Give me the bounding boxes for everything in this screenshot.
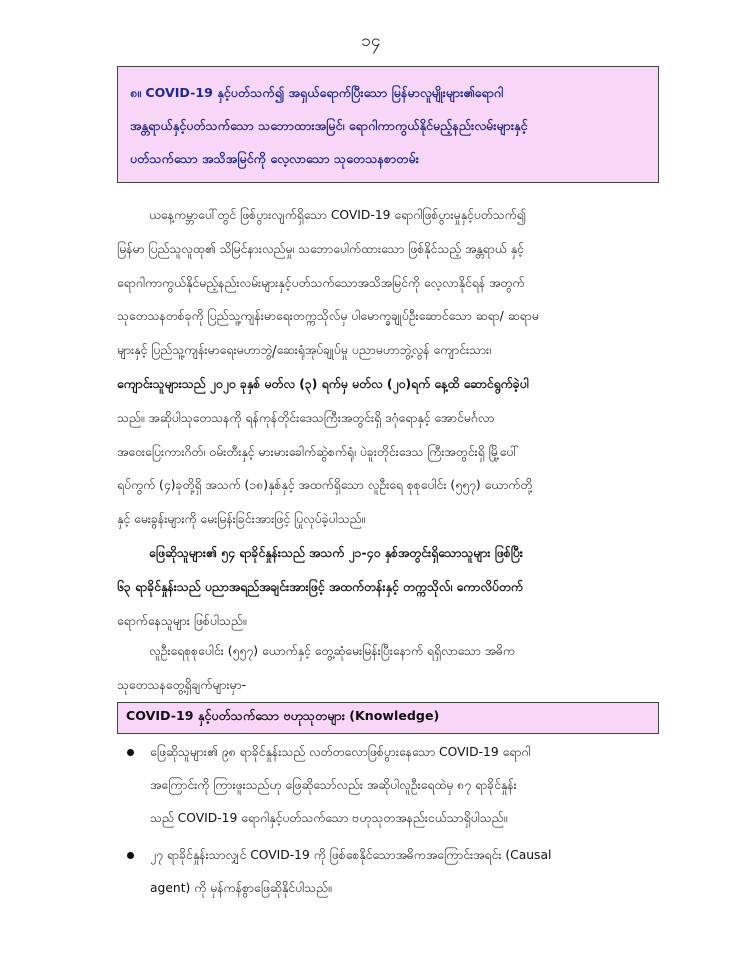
paragraph-line: ဖြေဆိုသူများ၏ ၅၄ ရာခိုင်နှုန်းသည် အသက် ၂၁-၄၀ နှစ်အတွင်းရှိသောသူများ ဖြစ်ပြီး (149, 546, 523, 560)
title-line: ပတ်သက်သော အသိအမြင်ကို လေ့လာသော သုတေသနစာတမ်း (130, 151, 419, 166)
paragraph-line: မြန်မာ ပြည်သူလူထု၏ သိမြင်နားလည်မှု၊ သဘောပေါက်ထားသော ဖြစ်နိုင်သည့် အန္တရာယ် နှင့် (117, 241, 524, 256)
section-heading-knowledge: COVID-19 နှင့်ပတ်သက်သော ဗဟုသုတများ (Knowledge) (117, 702, 659, 734)
bullet-line: ဖြေဆိုသူများ၏ ၉၈ ရာခိုင်နှုန်းသည် လတ်တလောဖြစ်ပွားနေသော COVID-19 ရောဂါ (150, 745, 531, 759)
title-line: အန္တရာယ်နှင့်ပတ်သက်သော သဘောထားအမြင်၊ ရောဂါကာကွယ်နိုင်မည့်နည်းလမ်းများနှင့် (130, 118, 528, 133)
paragraph-line: ရောက်နေသူများ ဖြစ်ပါသည်။ (117, 613, 247, 628)
title-line: ၈။ COVID-19 နှင့်ပတ်သက်၍ အရှယ်ရောက်ပြီးသော မြန်မာလူမျိုးများ၏ရောဂါ (130, 85, 504, 100)
bullet-icon (127, 852, 134, 859)
paragraph-line: ကျောင်းသူများသည် ၂၀၂၀ ခုနှစ် မတ်လ (၃) ရက်မှ မတ်လ (၂၀)ရက် နေ့ထိ ဆောင်ရွက်ခဲ့ပါ (117, 376, 529, 391)
bullet-item (117, 839, 659, 905)
paragraph-line: သုတေသနတွေ့ရှိချက်များမှာ- (117, 677, 247, 692)
bullet-item (117, 736, 659, 835)
bullet-line: အကြောင်းကို ကြားဖူးသည်ဟု ဖြေဆိုသော်လည်း အဆိုပါလူဦးရေထဲမှ ၈၇ ရာခိုင်နှုန်း (150, 778, 517, 792)
paragraph-line: ရောဂါကာကွယ်နိုင်မည့်နည်းလမ်းများနှင့်ပတ်သက်သောအသိအမြင်ကို လေ့လာနိုင်ရန် အတွက် (117, 275, 525, 290)
page-number: ၁၄ (361, 31, 381, 51)
bullet-icon (127, 749, 134, 756)
paragraph-line: သည်။ အဆိုပါသုတေသနကို ရန်ကုန်တိုင်းဒေသကြီးအတွင်းရှိ ဒဂုံရောနှင့် အောင်မင်္ဂလာ (117, 410, 495, 425)
paragraph-findings-intro (117, 635, 657, 703)
bullet-line: ၂၇ ရာခိုင်နှုန်းသာလျှင် COVID-19 ကို ဖြစ်စေနိုင်သောအဓိကအကြောင်းအရင်း (Causal (150, 848, 552, 862)
paragraph-line: လူဦးရေစုစုပေါင်း (၅၅၇) ယောက်နှင့် တွေ့ဆုံမေးမြန်းပြီးနောက် ရရှိလာသော အဓိက (149, 644, 515, 658)
paragraph-line: ရပ်ကွက် (၄)ခုတို့ရှိ အသက် (၁၈)နှစ်နှင့် အထက်ရှိသော လူဦးရေ စုစုပေါင်း (၅၅၇) ယောက်တို့ (117, 478, 533, 493)
bullet-line: သည် COVID-19 ရောဂါနှင့်ပတ်သက်သော ဗဟုသုတအနည်းငယ်သာရှိပါသည်။ (150, 811, 508, 825)
bullet-line: agent) ကို မှန်ကန်စွာဖြေဆိုနိုင်ပါသည်။ (150, 881, 332, 895)
paragraph-demographics (117, 537, 657, 638)
paragraph-line: သုတေသနတစ်ခုကို ပြည်သူ့ကျန်းမာရေးတက္ကသိုလ်မှ ပါမောက္ခချုပ်ဦးဆောင်သော ဆရာ/ ဆရာမ (117, 309, 539, 324)
paragraph-intro (117, 199, 657, 537)
paragraph-line: ယနေ့ကမ္ဘာပေါ်တွင် ဖြစ်ပွားလျက်ရှိသော COVID-19 ရောဂါဖြစ်ပွားမှုနှင့်ပတ်သက်၍ (149, 208, 526, 222)
paragraph-line: များနှင့် ပြည်သူ့ကျန်းမာရေးမဟာဘွဲ့/ဆေးရုံအုပ်ချုပ်မှု ပညာမဟာဘွဲ့လွန် ကျောင်းသား၊ (117, 343, 492, 358)
paragraph-line: အဝေးပြေးကားဂိတ်၊ ဝမ်းတီးနှင့် မားမားခေါက်ဆွဲစက်ရုံ၊ ပဲခူးတိုင်းဒေသ ကြီးအတွင်းရှိ မြို့ပေါ် (117, 444, 519, 459)
paragraph-line: ၆၃ ရာခိုင်နှုန်းသည် ပညာအရည်အချင်းအားဖြင့် အထက်တန်းနှင့် တက္ကသိုလ်၊ ကောလိပ်တက် (117, 579, 523, 594)
bullet-list (117, 736, 659, 909)
title-box (117, 66, 659, 183)
paragraph-line: နှင့် မေးခွန်းများကို မေးမြန်းခြင်းအားဖြင့် ပြုလုပ်ခဲ့ပါသည်။ (117, 512, 366, 527)
